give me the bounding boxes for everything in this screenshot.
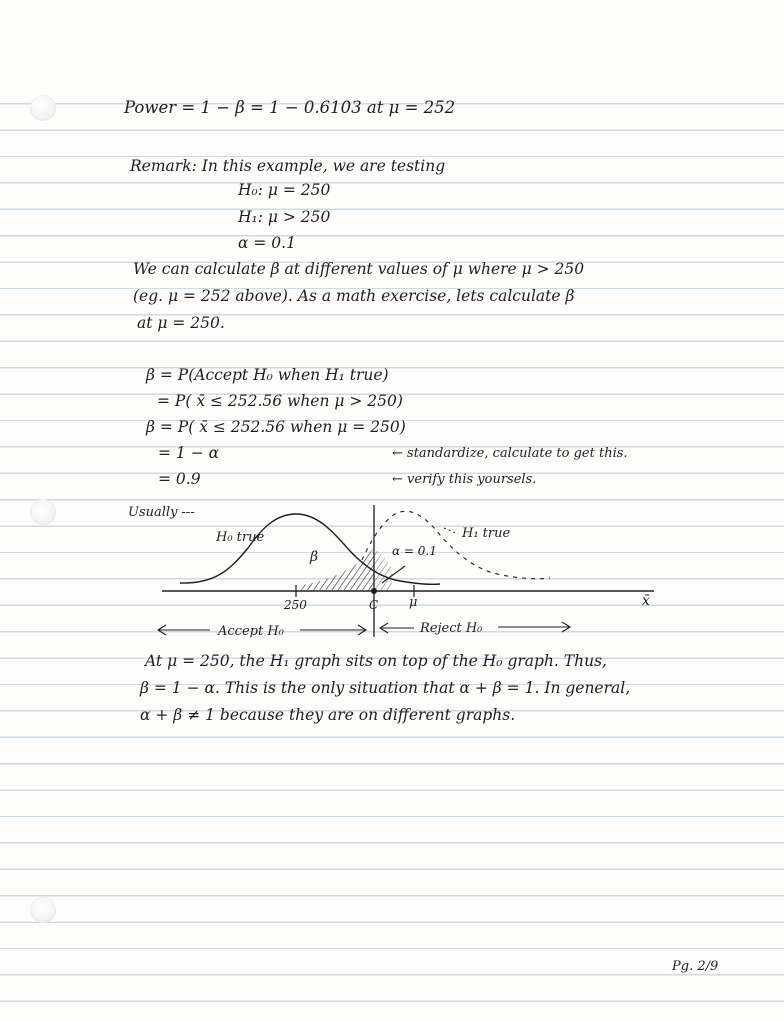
accept-label: Accept H₀: [218, 624, 284, 639]
usually-label: Usually ---: [128, 505, 195, 520]
beta-result: = 0.9: [158, 470, 201, 488]
conclusion-line: α + β ≠ 1 because they are on different graphs.: [140, 706, 516, 724]
h1-label-pointer: [444, 528, 458, 534]
conclusion-line: β = 1 − α. This is the only situation that α + β = 1. In general,: [140, 679, 631, 697]
paragraph-line: We can calculate β at different values of μ where μ > 250: [133, 260, 585, 278]
alternative-hypothesis: H₁: μ > 250: [238, 208, 331, 226]
significance-level: α = 0.1: [238, 234, 296, 252]
conclusion-line: At μ = 250, the H₁ graph sits on top of the H₀ graph. Thus,: [145, 652, 607, 670]
paragraph-line: at μ = 250.: [137, 314, 225, 332]
h0-label: H₀ true: [216, 530, 265, 545]
null-hypothesis: H₀: μ = 250: [238, 181, 331, 199]
critical-value-dot: [371, 588, 377, 594]
alpha-label: α = 0.1: [392, 544, 437, 558]
beta-step: β = P( x̄ ≤ 252.56 when μ = 250): [146, 418, 406, 436]
beta-definition: β = P(Accept H₀ when H₁ true): [146, 366, 389, 384]
beta-step: = 1 − α: [158, 444, 220, 462]
page-number: Pg. 2/9: [672, 959, 719, 974]
alpha-shaded-region: [374, 548, 392, 590]
power-statement: Power = 1 − β = 1 − 0.6103 at μ = 252: [124, 98, 456, 117]
tick-label-mu: μ: [409, 595, 418, 610]
axis-label-xbar: x̄: [642, 593, 650, 609]
remark-intro: Remark: In this example, we are testing: [130, 157, 446, 175]
paragraph-line: (eg. μ = 252 above). As a math exercise, lets calculate β: [133, 287, 575, 305]
beta-step: = P( x̄ ≤ 252.56 when μ > 250): [157, 392, 403, 410]
side-note: ← verify this yoursels.: [392, 472, 537, 487]
side-note: ← standardize, calculate to get this.: [392, 446, 628, 461]
tick-label-c: C: [369, 598, 379, 612]
reject-label: Reject H₀: [420, 621, 483, 636]
tick-label-250: 250: [284, 598, 307, 612]
h1-label: H₁ true: [462, 526, 511, 541]
beta-label: β: [310, 549, 319, 565]
